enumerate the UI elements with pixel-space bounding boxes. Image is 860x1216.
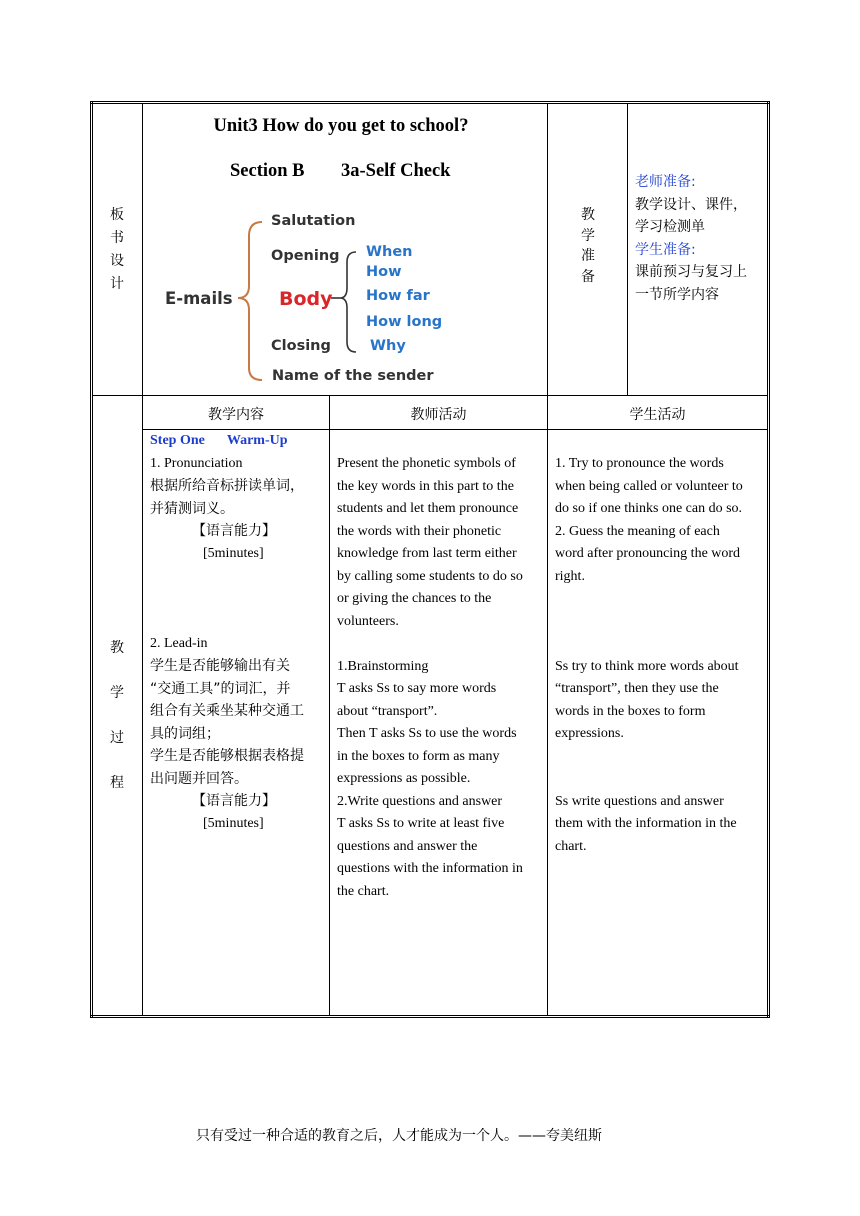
item2-title: 2. Lead-in bbox=[150, 635, 208, 651]
teacher-p2-line: questions and answer the bbox=[337, 838, 478, 854]
student-p3-line: chart. bbox=[555, 838, 587, 854]
teacher-p2-line: questions with the information in bbox=[337, 861, 523, 876]
header-teacher: 教师活动 bbox=[410, 407, 467, 423]
item2-line: “交通工具”的词汇，并 bbox=[150, 680, 291, 697]
student-p1-line: word after pronouncing the word bbox=[555, 546, 741, 561]
teacher-p2-line: T asks Ss to write at least five bbox=[337, 816, 505, 831]
item2-line: 出问题并回答。 bbox=[150, 770, 248, 787]
mindmap-how-far: How far bbox=[366, 288, 430, 304]
teacher-p1-line: students and let them pronounce bbox=[337, 501, 519, 516]
item1-ability: 【语言能力】 bbox=[192, 523, 276, 539]
teacher-p1-line: Present the phonetic symbols of bbox=[337, 456, 516, 471]
student-p1-line: when being called or volunteer to bbox=[555, 478, 743, 494]
header-content: 教学内容 bbox=[208, 407, 264, 423]
teacher-p1-line: the words with their phonetic bbox=[337, 523, 502, 539]
teacher-prep-line: 学习检测单 bbox=[635, 219, 705, 235]
footer-quote: 只有受过一种合适的教育之后，人才能成为一个人。——夸美纽斯 bbox=[196, 1128, 602, 1144]
mindmap-how: How bbox=[366, 264, 402, 280]
board-subtitle-b: 3a-Self Check bbox=[341, 161, 451, 181]
header-student: 学生活动 bbox=[629, 407, 686, 423]
content-column bbox=[150, 430, 326, 835]
teacher-p1-line: knowledge from last term either bbox=[337, 546, 517, 561]
item2-line: 具的词组； bbox=[150, 725, 220, 742]
teacher-p2-line: in the boxes to form as many bbox=[337, 748, 500, 764]
teacher-p2-line: about “transport”. bbox=[337, 703, 438, 719]
mindmap-opening: Opening bbox=[271, 248, 340, 264]
mindmap-body: Body bbox=[279, 288, 333, 310]
student-p1-line: 2. Guess the meaning of each bbox=[555, 523, 720, 539]
step-heading: Step One Warm-Up bbox=[150, 433, 288, 448]
mindmap-closing: Closing bbox=[271, 338, 331, 354]
teacher-p1-line: by calling some students to do so bbox=[337, 568, 523, 584]
mindmap-why: Why bbox=[370, 338, 406, 354]
student-p2-line: “transport”, then they use the bbox=[555, 681, 719, 696]
item1-title: 1. Pronunciation bbox=[150, 455, 243, 471]
teacher-column bbox=[337, 453, 545, 903]
student-p2-line: Ss try to think more words about bbox=[555, 658, 739, 674]
student-p1-line: right. bbox=[555, 568, 585, 584]
student-prep-title: 学生准备: bbox=[635, 241, 696, 258]
board-subtitle-a: Section B bbox=[230, 161, 305, 181]
student-p2-line: words in the boxes to form bbox=[555, 703, 706, 719]
prep-side-label: 教 学 准 备 bbox=[581, 207, 595, 285]
teacher-p1-line: or giving the chances to the bbox=[337, 591, 492, 606]
board-title: Unit3 How do you get to school? bbox=[213, 116, 469, 136]
student-column bbox=[555, 453, 765, 858]
mindmap-when: When bbox=[366, 244, 413, 260]
item2-line: 学生是否能够输出有关 bbox=[150, 658, 290, 674]
teacher-prep-title: 老师准备: bbox=[635, 174, 696, 190]
mindmap-salutation: Salutation bbox=[271, 213, 356, 229]
teacher-p2-line: 1.Brainstorming bbox=[337, 658, 429, 674]
teacher-p2-line: expressions as possible. bbox=[337, 771, 471, 786]
student-p3-line: Ss write questions and answer bbox=[555, 793, 724, 809]
process-side-label: 教 学 过 程 bbox=[110, 640, 124, 791]
mindmap-how-long: How long bbox=[366, 314, 443, 330]
mindmap-sender: Name of the sender bbox=[272, 368, 434, 384]
student-p1-line: do so if one thinks one can do so. bbox=[555, 501, 743, 516]
teacher-p2-line: the chart. bbox=[337, 883, 390, 899]
prep-content bbox=[635, 171, 747, 306]
teacher-p2-line: Then T asks Ss to use the words bbox=[337, 726, 517, 741]
item2-line: 组合有关乘坐某种交通工 bbox=[150, 703, 304, 719]
item1-line: 并猜测词义。 bbox=[150, 500, 234, 517]
student-p3-line: them with the information in the bbox=[555, 816, 737, 831]
student-prep-line: 课前预习与复习上 bbox=[635, 264, 747, 280]
board-side-label: 板 书 设 计 bbox=[110, 207, 124, 292]
student-p1-line: 1. Try to pronounce the words bbox=[555, 456, 724, 471]
student-prep-line: 一节所学内容 bbox=[635, 286, 719, 303]
item1-line: 根据所给音标拼读单词， bbox=[150, 478, 304, 494]
teacher-p2-line: T asks Ss to say more words bbox=[337, 681, 497, 696]
teacher-prep-line: 教学设计、课件， bbox=[635, 196, 747, 213]
student-p2-line: expressions. bbox=[555, 726, 624, 741]
teacher-p1-line: the key words in this part to the bbox=[337, 478, 514, 494]
item1-time: [5minutes] bbox=[203, 545, 264, 561]
item2-ability: 【语言能力】 bbox=[192, 793, 276, 809]
item2-time: [5minutes] bbox=[203, 815, 264, 831]
teacher-p1-line: volunteers. bbox=[337, 613, 399, 629]
mindmap-root: E-mails bbox=[165, 289, 233, 308]
teacher-p2-line: 2.Write questions and answer bbox=[337, 793, 503, 809]
item2-line: 学生是否能够根据表格提 bbox=[150, 748, 304, 764]
